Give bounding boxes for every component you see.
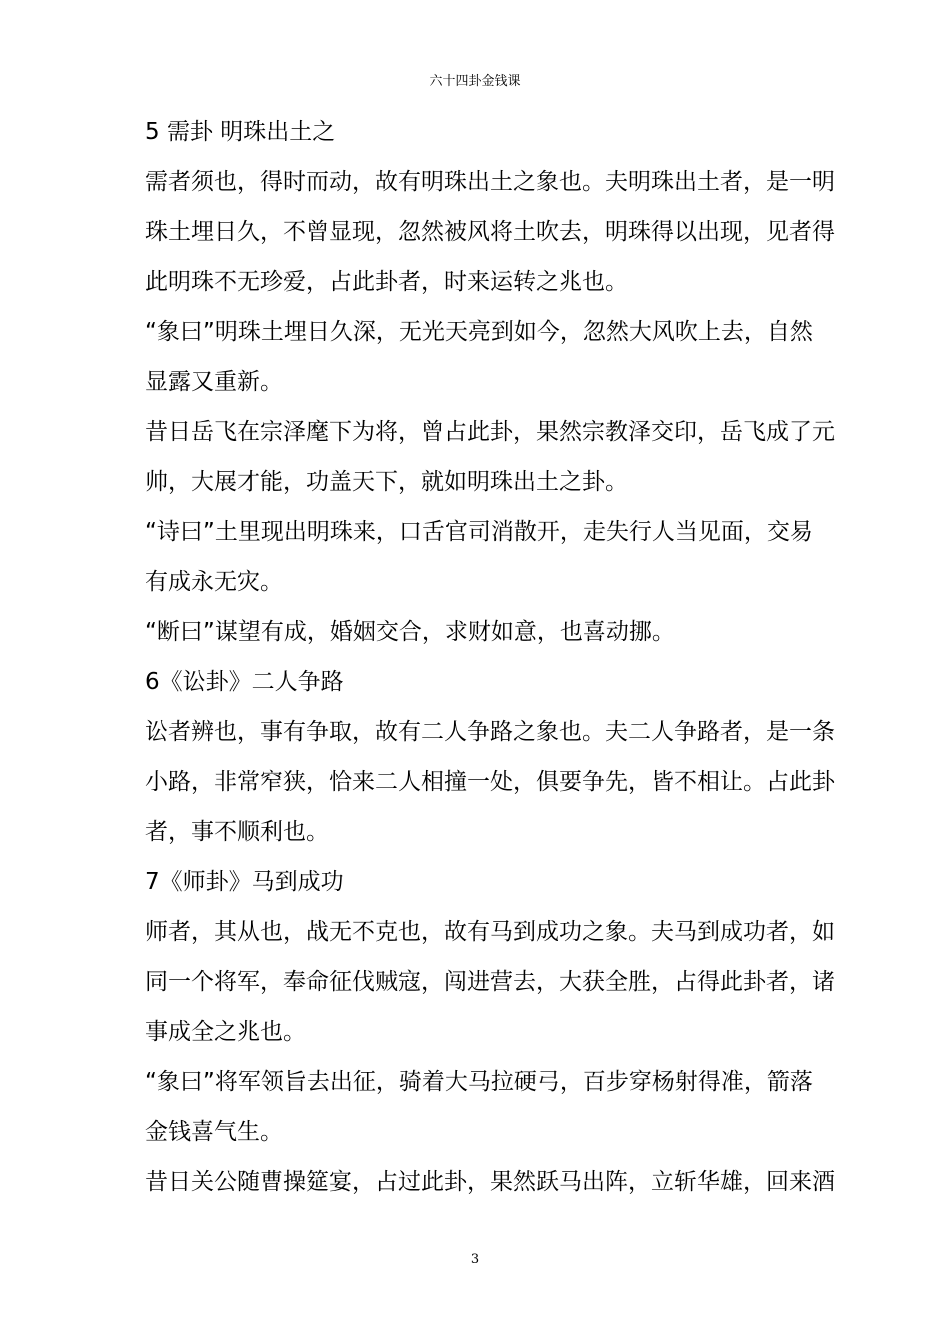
page-header: 六十四卦金钱课 <box>429 74 521 89</box>
text-line: “断曰”谋望有成，婚姻交合，求财如意，也喜动挪。 <box>145 619 675 645</box>
text-line: 者，事不顺利也。 <box>145 819 329 845</box>
text-line: 同一个将军，奉命征伐贼寇，闯进营去，大获全胜，占得此卦者，诸 <box>145 969 835 995</box>
text-line: “象曰”将军领旨去出征，骑着大马拉硬弓，百步穿杨射得准，箭落 <box>145 1069 813 1095</box>
text-line: 珠土埋日久，不曾显现，忽然被风将土吹去，明珠得以出现，见者得 <box>145 219 835 245</box>
text-line: 小路，非常窄狭，恰来二人相撞一处，俱要争先，皆不相让。占此卦 <box>145 769 835 795</box>
text-line: “诗曰”土里现出明珠来，口舌官司消散开，走失行人当见面，交易 <box>145 519 813 545</box>
text-line: 7《师卦》马到成功 <box>145 869 344 895</box>
text-line: 昔日关公随曹操筵宴，占过此卦，果然跃马出阵，立斩华雄，回来酒 <box>145 1169 835 1195</box>
text-line: 事成全之兆也。 <box>145 1019 306 1045</box>
text-line: 显露又重新。 <box>145 369 283 395</box>
text-line: 此明珠不无珍爱，占此卦者，时来运转之兆也。 <box>145 269 628 295</box>
text-line: 师者，其从也，战无不克也，故有马到成功之象。夫马到成功者，如 <box>145 919 835 945</box>
text-line: 帅，大展才能，功盖天下，就如明珠出土之卦。 <box>145 469 628 495</box>
text-line: 讼者辨也，事有争取，故有二人争路之象也。夫二人争路者，是一条 <box>145 719 835 745</box>
text-line: 6《讼卦》二人争路 <box>145 669 344 695</box>
text-line: “象曰”明珠土埋日久深，无光天亮到如今，忽然大风吹上去，自然 <box>145 319 813 345</box>
text-line: 5 需卦 明珠出土之 <box>145 119 336 145</box>
text-line: 金钱喜气生。 <box>145 1119 283 1145</box>
document-body <box>145 112 835 1212</box>
page-number: 3 <box>470 1252 480 1267</box>
text-line: 昔日岳飞在宗泽麾下为将，曾占此卦，果然宗教泽交印，岳飞成了元 <box>145 419 835 445</box>
text-line: 有成永无灾。 <box>145 569 283 595</box>
text-line: 需者须也，得时而动，故有明珠出土之象也。夫明珠出土者，是一明 <box>145 169 835 195</box>
